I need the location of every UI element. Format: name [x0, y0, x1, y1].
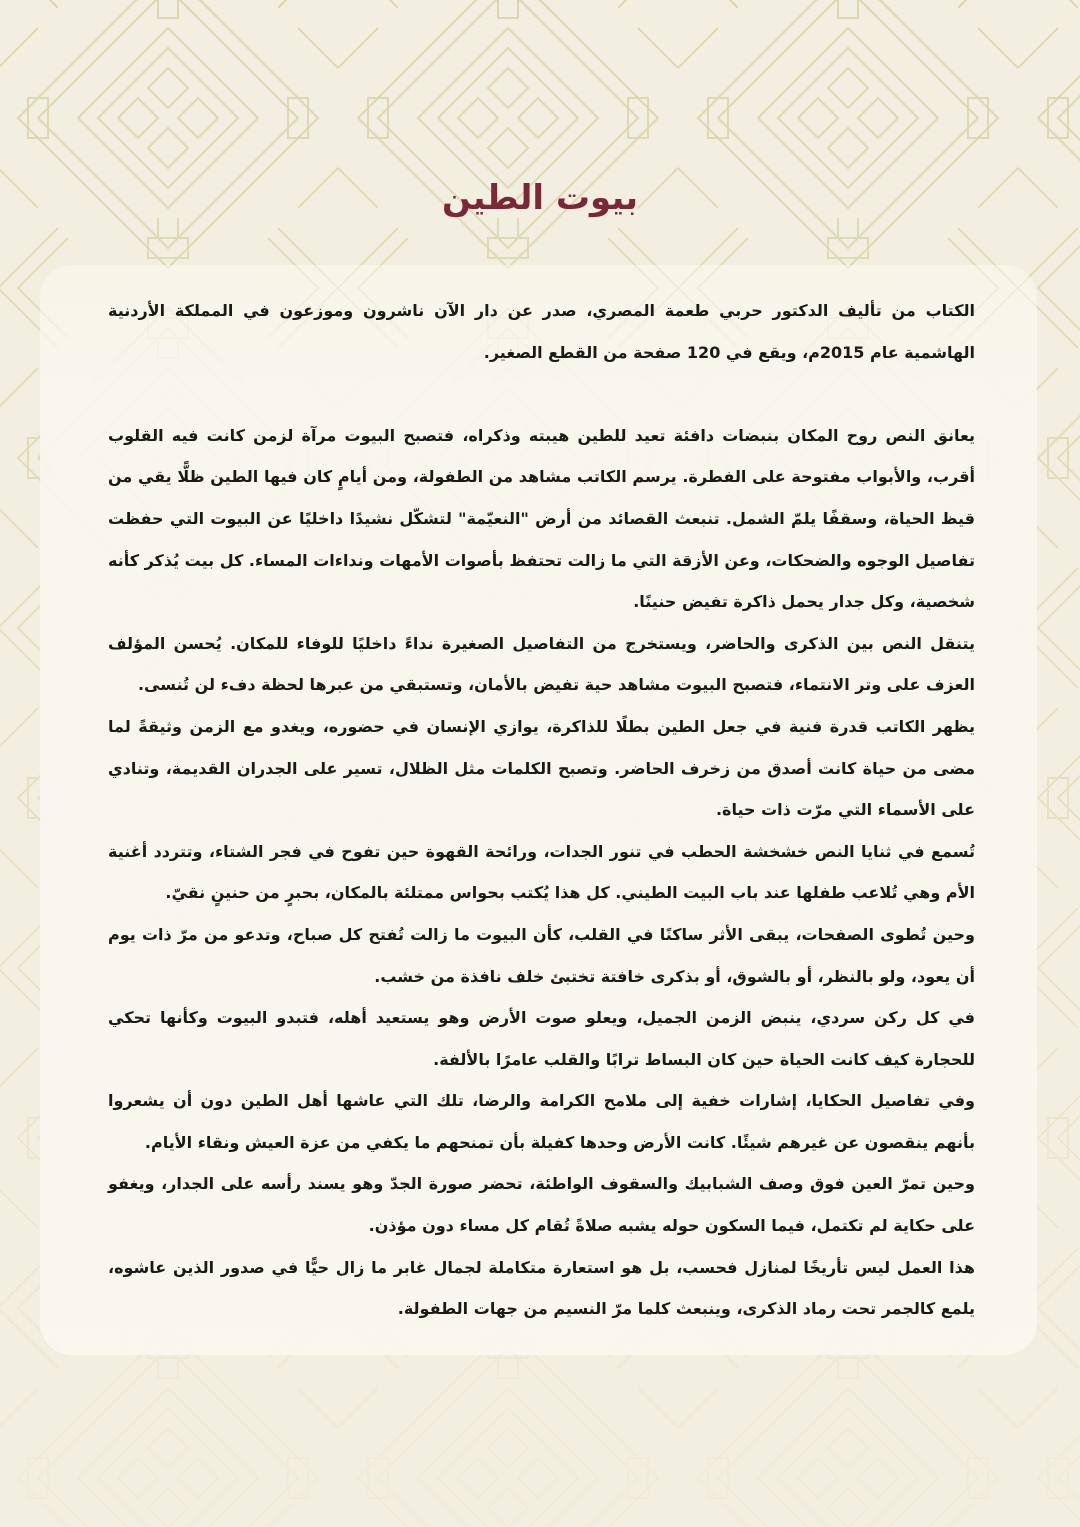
- intro-paragraph: الكتاب من تأليف الدكتور حربي طعمة المصري، صدر عن دار الآن ناشرون وموزعون في المملكة الأردنية الهاشمية عام 2015م، ويقع في 120 صفحة من القطع الصغير.: [108, 301, 975, 362]
- paragraph: في كل ركن سردي، ينبض الزمن الجميل، ويعلو صوت الأرض وهو يستعيد أهله، فتبدو البيوت وكأنها تحكي للحجارة كيف كانت الحياة حين كان البساط ترابًا والقلب عامرًا بالألفة.: [108, 1008, 975, 1069]
- page-title: بيوت الطين: [442, 178, 638, 218]
- paragraph: وحين تمرّ العين فوق وصف الشبابيك والسقوف الواطئة، تحضر صورة الجدّ وهو يسند رأسه على الجدار، ويغفو على حكاية لم تكتمل، فيما السكون حوله يشبه صلاةً تُقام كل مساء دون مؤذن.: [108, 1174, 975, 1236]
- paragraph: تُسمع في ثنايا النص خشخشة الحطب في تنور الجدات، ورائحة القهوة حين تفوح في فجر الشتاء، وتتردد أغنية الأم وهي تُلاعب طفلها عند باب البيت الطيني. كل هذا يُكتب بحواس ممتلئة بالمكان، بحبرٍ من حنينٍ نقيّ.: [108, 841, 975, 903]
- paragraph: هذا العمل ليس تأريخًا لمنازل فحسب، بل هو استعارة متكاملة لجمال غابر ما زال حيًّا في صدور الذين عاشوه، يلمع كالجمر تحت رماد الذكرى، وينبعث كلما مرّ النسيم من جهات الطفولة.: [108, 1257, 975, 1319]
- paragraph: يتنقل النص بين الذكرى والحاضر، ويستخرج من التفاصيل الصغيرة نداءً داخليًا للوفاء للمكان. يُحسن المؤلف العزف على وتر الانتماء، فتصبح البيوت مشاهد حية تفيض بالأمان، وتستبقي من عبرها لحظة دفء لن تُنسى.: [108, 633, 975, 695]
- paragraph: يعانق النص روح المكان بنبضات دافئة تعيد للطين هيبته وذكراه، فتصبح البيوت مرآة لزمن كانت فيه القلوب أقرب، والأبواب مفتوحة على الفطرة. يرسم الكاتب مشاهد من الطفولة، ومن أيامٍ كان فيها الطين ظلًّا يقي من قيظ الحياة، وسقفًا يلمّ الشمل. تنبعث القصائد من أرض "النعيّمة" لتشكّل نشيدًا داخليًا عن البيوت التي حفظت تفاصيل الوجوه والضحكات، وعن الأزقة التي ما زالت تحتفظ بأصوات الأمهات ونداءات المساء. كل بيت يُذكر كأنه شخصية، وكل جدار يحمل ذاكرة تفيض حنينًا.: [107, 425, 975, 612]
- article-body: [108, 290, 975, 1330]
- paragraph: يظهر الكاتب قدرة فنية في جعل الطين بطلًا للذاكرة، يوازي الإنسان في حضوره، ويغدو مع الزمن وثيقةً لما مضى من حياة كانت أصدق من زخرف الحاضر. وتصبح الكلمات مثل الظلال، تسير على الجدران القديمة، وتنادي على الأسماء التي مرّت ذات حياة.: [108, 716, 975, 820]
- paragraph: وفي تفاصيل الحكايا، إشارات خفية إلى ملامح الكرامة والرضا، تلك التي عاشها أهل الطين دون أن يشعروا بأنهم ينقصون عن غيرهم شيئًا. كانت الأرض وحدها كفيلة بأن تمنحهم ما يكفي من عزة العيش ونقاء الأيام.: [108, 1091, 975, 1152]
- paragraph: وحين تُطوى الصفحات، يبقى الأثر ساكنًا في القلب، كأن البيوت ما زالت تُفتح كل صباح، وتدعو من مرّ ذات يوم أن يعود، ولو بالنظر، أو بالشوق، أو بذكرى خافتة تختبئ خلف نافذة من خشب.: [108, 924, 975, 986]
